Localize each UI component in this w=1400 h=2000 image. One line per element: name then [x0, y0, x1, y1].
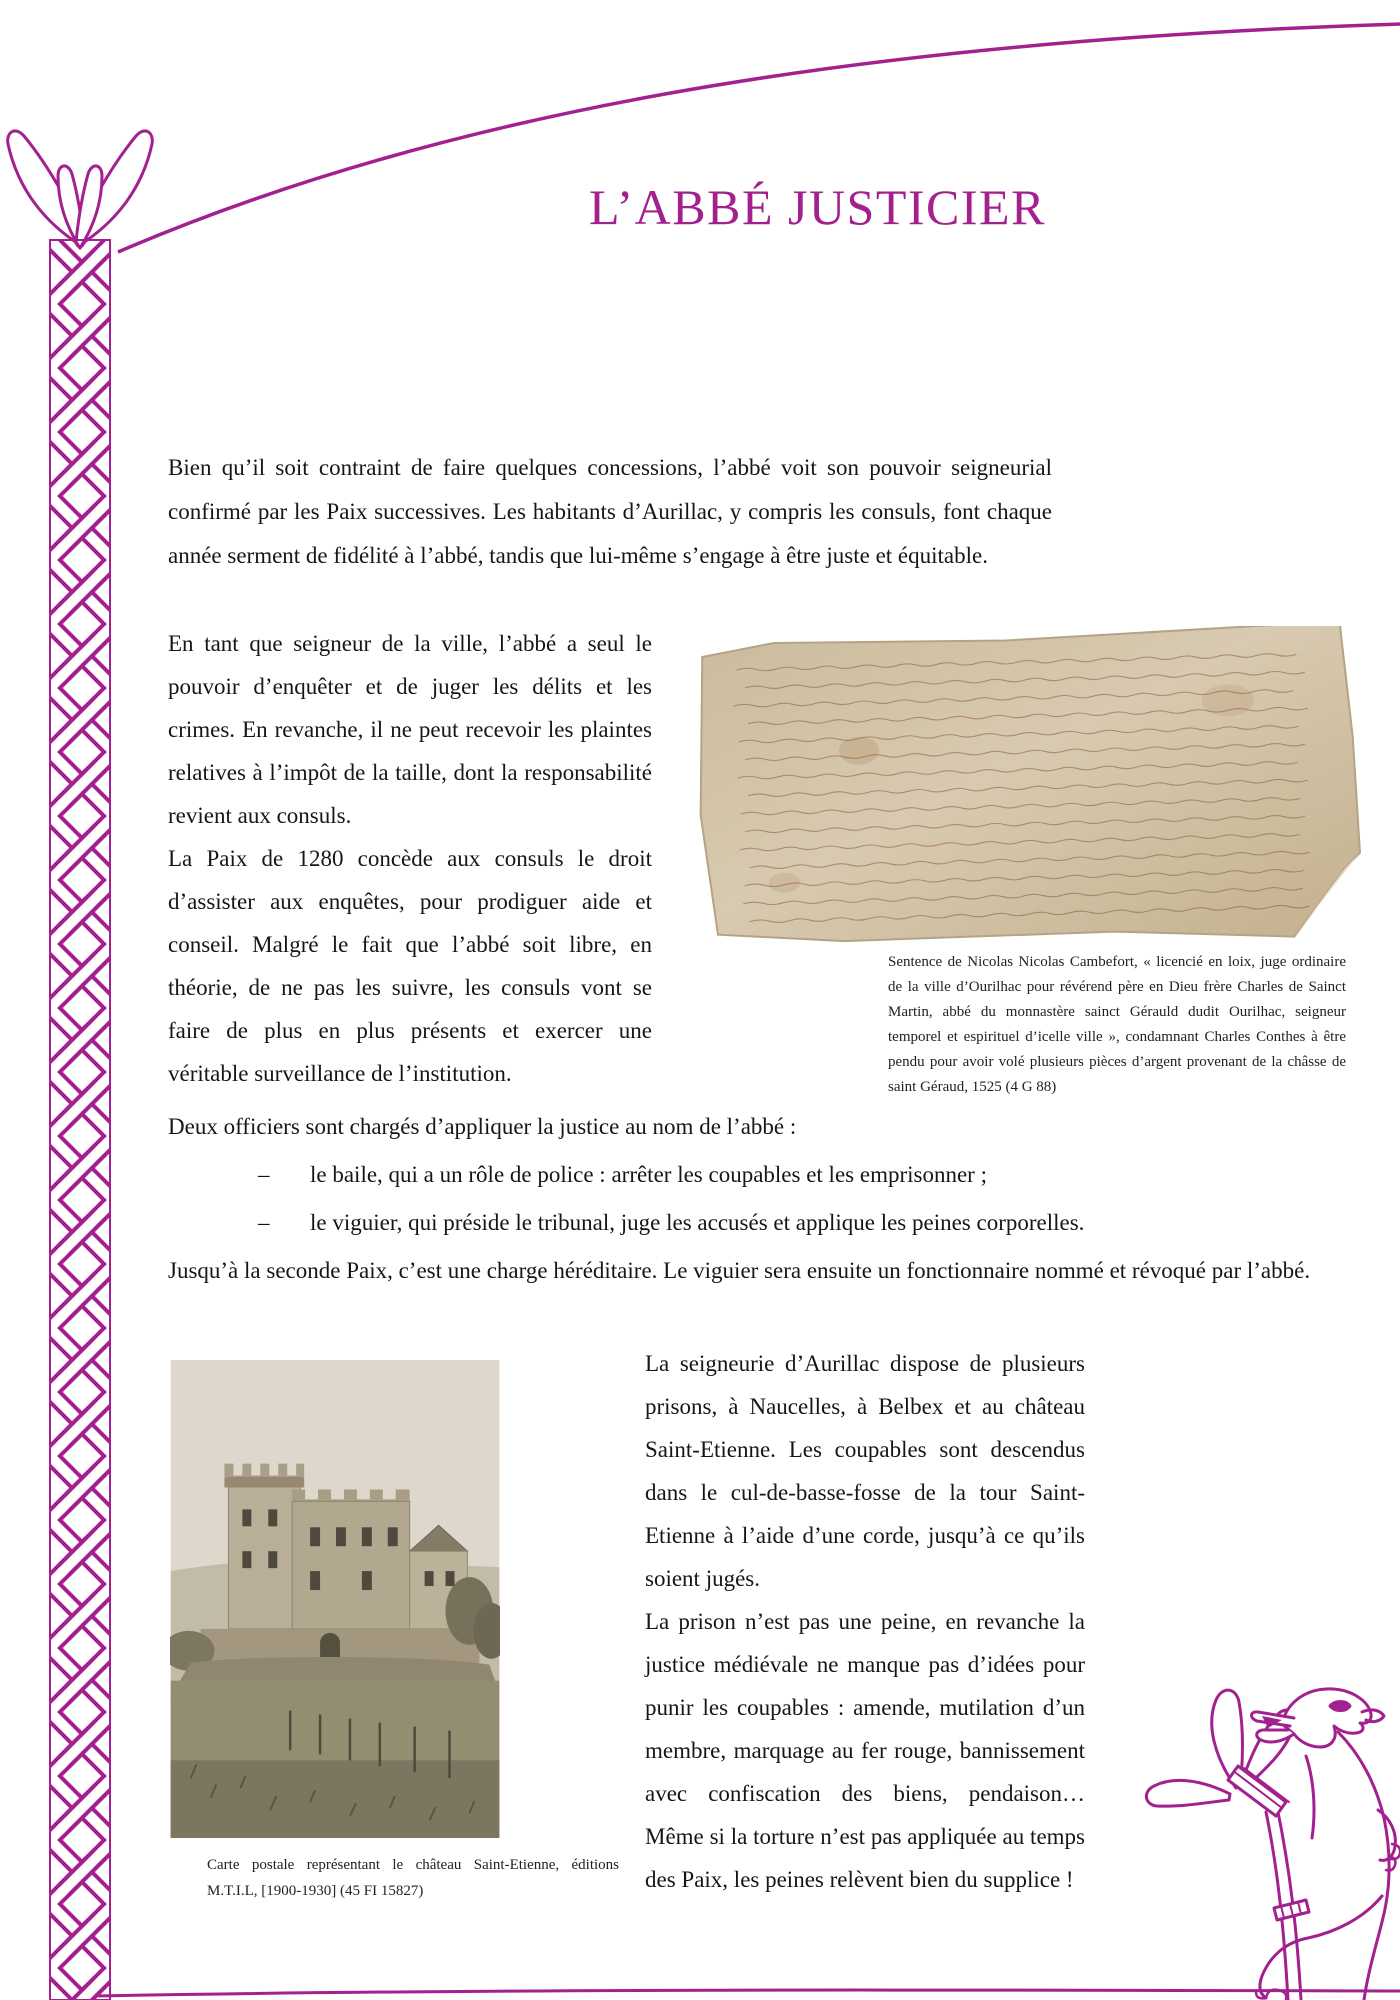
list-item-text: le viguier, qui préside le tribunal, juge les accusés et applique les peines corporelles. — [310, 1210, 1085, 1235]
celtic-knotwork-border-icon — [0, 112, 160, 2000]
left-column-paragraph-2: La Paix de 1280 concède aux consuls le droit d’assister aux enquêtes, pour prodiguer aide et conseil. Malgré le fait que l’abbé soit libre, en théorie, de ne pas les suivre, les consuls vont se faire de plus en plus présents et exercer une véritable surveillance de l’institution. — [168, 846, 652, 1086]
chateau-postcard-photo — [170, 1360, 500, 1838]
officers-lead: Deux officiers sont chargés d’appliquer la justice au nom de l’abbé : — [168, 1114, 797, 1139]
page-title: L’ABBÉ JUSTICIER — [589, 179, 1046, 235]
intro-text: Bien qu’il soit contraint de faire quelques concessions, l’abbé voit son pouvoir seigneurial confirmé par les Paix successives. Les habitants d’Aurillac, y compris les consuls, font chaque année serment de fidélité à l’abbé, tandis que lui-même s’engage à être juste et équitable. — [168, 455, 1052, 568]
left-column-paragraph-1: En tant que seigneur de la ville, l’abbé a seul le pouvoir d’enquêter et de juger les délits et les crimes. En revanche, il ne peut recevoir les plaintes relatives à l’impôt de la taille, dont la responsabilité revient aux consuls. — [168, 631, 652, 828]
parchment-caption: Sentence de Nicolas Nicolas Cambefort, « licencié en loix, juge ordinaire de la ville d’Ourilhac pour révérend père en Dieu frère Charles de Sainct Martin, abbé du monnastère sainct Gérauld dudit Ourilhac, seigneur temporel et espirituel d’icelle ville », condamnant Charles Conthes à être pendu pour avoir volé plusieurs pièces d’argent provenant de la châsse de saint Géraud, 1525 (4 G 88) — [888, 954, 1346, 1095]
right-column-paragraph-2: La prison n’est pas une peine, en revanche la justice médiévale ne manque pas d’idées pour punir les coupables : amende, mutilation d’un membre, marquage au fer rouge, bannissement avec confiscation des biens, pendaison… Même si la torture n’est pas appliquée au temps des Paix, les peines relèvent bien du supplice ! — [645, 1609, 1085, 1892]
right-text-column — [645, 1342, 1085, 1901]
parchment-document-image — [690, 626, 1364, 950]
fleur-ornament-icon — [8, 131, 153, 248]
officers-section — [168, 1103, 1394, 1295]
intro-paragraph — [168, 446, 1052, 578]
left-text-column — [168, 622, 652, 1095]
medieval-beast-icon — [1140, 1660, 1400, 2000]
list-item — [168, 1151, 1394, 1199]
officers-tail: Jusqu’à la seconde Paix, c’est une charge héréditaire. Le viguier sera ensuite un fonctionnaire nommé et révoqué par l’abbé. — [168, 1258, 1311, 1283]
right-column-paragraph-1: La seigneurie d’Aurillac dispose de plusieurs prisons, à Naucelles, à Belbex et au château Saint-Etienne. Les coupables sont descendus dans le cul-de-basse-fosse de la tour Saint-Etienne à l’aide d’une corde, jusqu’à ce qu’ils soient jugés. — [645, 1351, 1085, 1591]
photo-caption: Carte postale représentant le château Saint-Etienne, éditions M.T.I.L, [1900-1930] (45 FI 15827) — [207, 1857, 619, 1899]
dash-bullet: – — [258, 1210, 270, 1235]
list-item-text: le baile, qui a un rôle de police : arrêter les coupables et les emprisonner ; — [310, 1162, 987, 1187]
list-item — [168, 1199, 1394, 1247]
dash-bullet: – — [258, 1162, 270, 1187]
